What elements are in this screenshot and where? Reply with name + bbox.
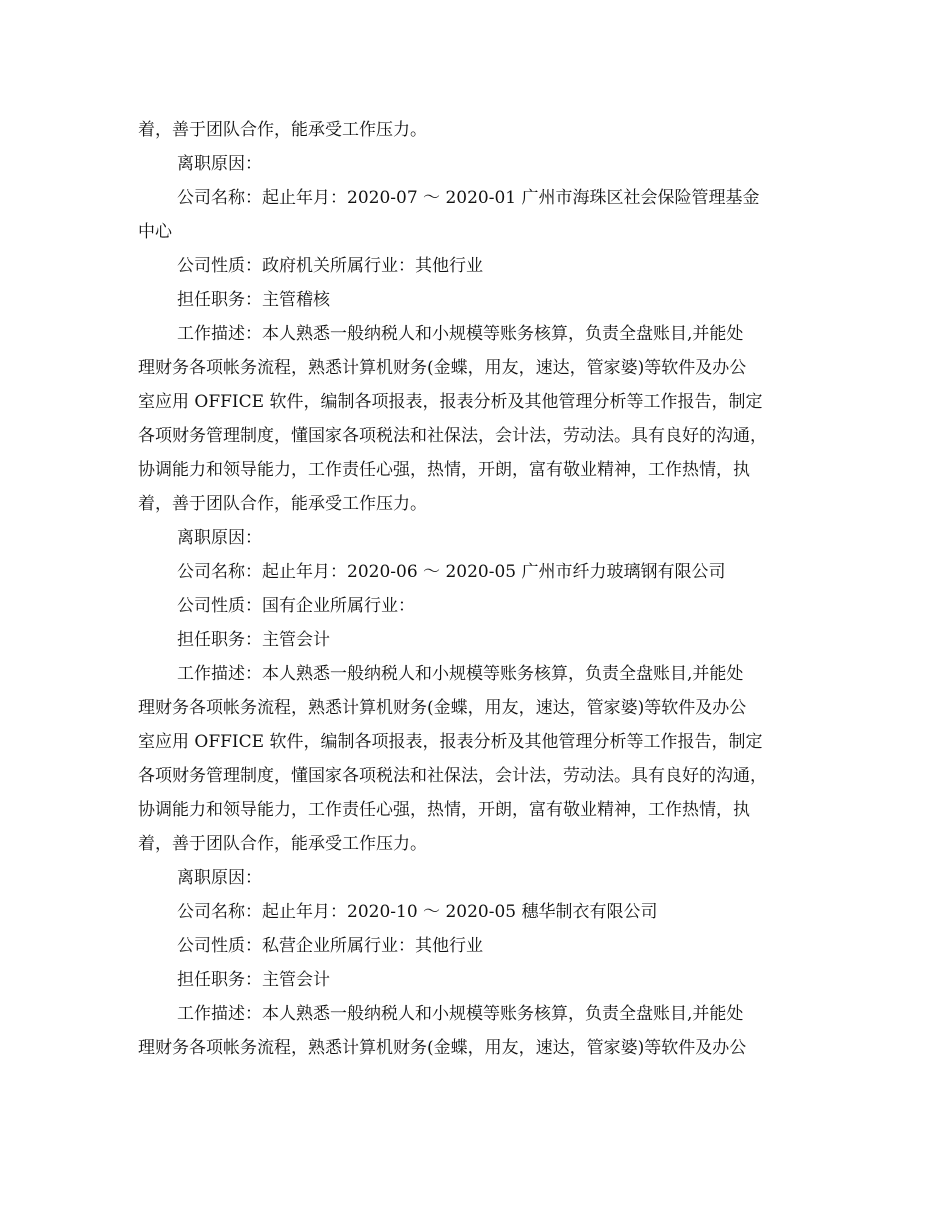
- text-line: 公司名称：起止年月：2020-10 ～ 2020-05 穗华制衣有限公司: [177, 902, 658, 922]
- text-line: 公司性质：国有企业所属行业：: [177, 596, 415, 616]
- text-line: 着，善于团队合作，能承受工作压力。: [138, 120, 427, 140]
- text-line: 工作描述：本人熟悉一般纳税人和小规模等账务核算，负责全盘账目,并能处: [177, 1004, 744, 1024]
- text-line: 公司名称：起止年月：2020-06 ～ 2020-05 广州市纤力玻璃钢有限公司: [177, 562, 726, 582]
- text-line: 协调能力和领导能力，工作责任心强，热情，开朗，富有敬业精神，工作热情，执: [138, 800, 750, 820]
- text-line: 离职原因：: [177, 154, 262, 174]
- text-line: 离职原因：: [177, 528, 262, 548]
- text-line: 理财务各项帐务流程，熟悉计算机财务(金蝶，用友，速达，管家婆)等软件及办公: [138, 1038, 747, 1058]
- text-line: 担任职务：主管会计: [177, 970, 330, 990]
- text-line: 公司名称：起止年月：2020-07 ～ 2020-01 广州市海珠区社会保险管理基金: [177, 188, 760, 208]
- document-body: [138, 113, 818, 1065]
- text-line: 各项财务管理制度，懂国家各项税法和社保法，会计法，劳动法。具有良好的沟通，: [138, 426, 767, 446]
- text-line: 理财务各项帐务流程，熟悉计算机财务(金蝶，用友，速达，管家婆)等软件及办公: [138, 698, 747, 718]
- text-line: 协调能力和领导能力，工作责任心强，热情，开朗，富有敬业精神，工作热情，执: [138, 460, 750, 480]
- text-line: 着，善于团队合作，能承受工作压力。: [138, 494, 427, 514]
- text-line: 离职原因：: [177, 868, 262, 888]
- text-line: 担任职务：主管会计: [177, 630, 330, 650]
- text-line: 中心: [138, 222, 172, 242]
- text-line: 室应用 OFFICE 软件，编制各项报表，报表分析及其他管理分析等工作报告，制定: [138, 732, 763, 752]
- text-line: 公司性质：政府机关所属行业：其他行业: [177, 256, 483, 276]
- text-line: 工作描述：本人熟悉一般纳税人和小规模等账务核算，负责全盘账目,并能处: [177, 324, 744, 344]
- text-line: 理财务各项帐务流程，熟悉计算机财务(金蝶，用友，速达，管家婆)等软件及办公: [138, 358, 747, 378]
- text-line: 担任职务：主管稽核: [177, 290, 330, 310]
- text-line: 室应用 OFFICE 软件，编制各项报表，报表分析及其他管理分析等工作报告，制定: [138, 392, 763, 412]
- text-line: 工作描述：本人熟悉一般纳税人和小规模等账务核算，负责全盘账目,并能处: [177, 664, 744, 684]
- text-line: 着，善于团队合作，能承受工作压力。: [138, 834, 427, 854]
- text-line: 各项财务管理制度，懂国家各项税法和社保法，会计法，劳动法。具有良好的沟通，: [138, 766, 767, 786]
- text-line: 公司性质：私营企业所属行业：其他行业: [177, 936, 483, 956]
